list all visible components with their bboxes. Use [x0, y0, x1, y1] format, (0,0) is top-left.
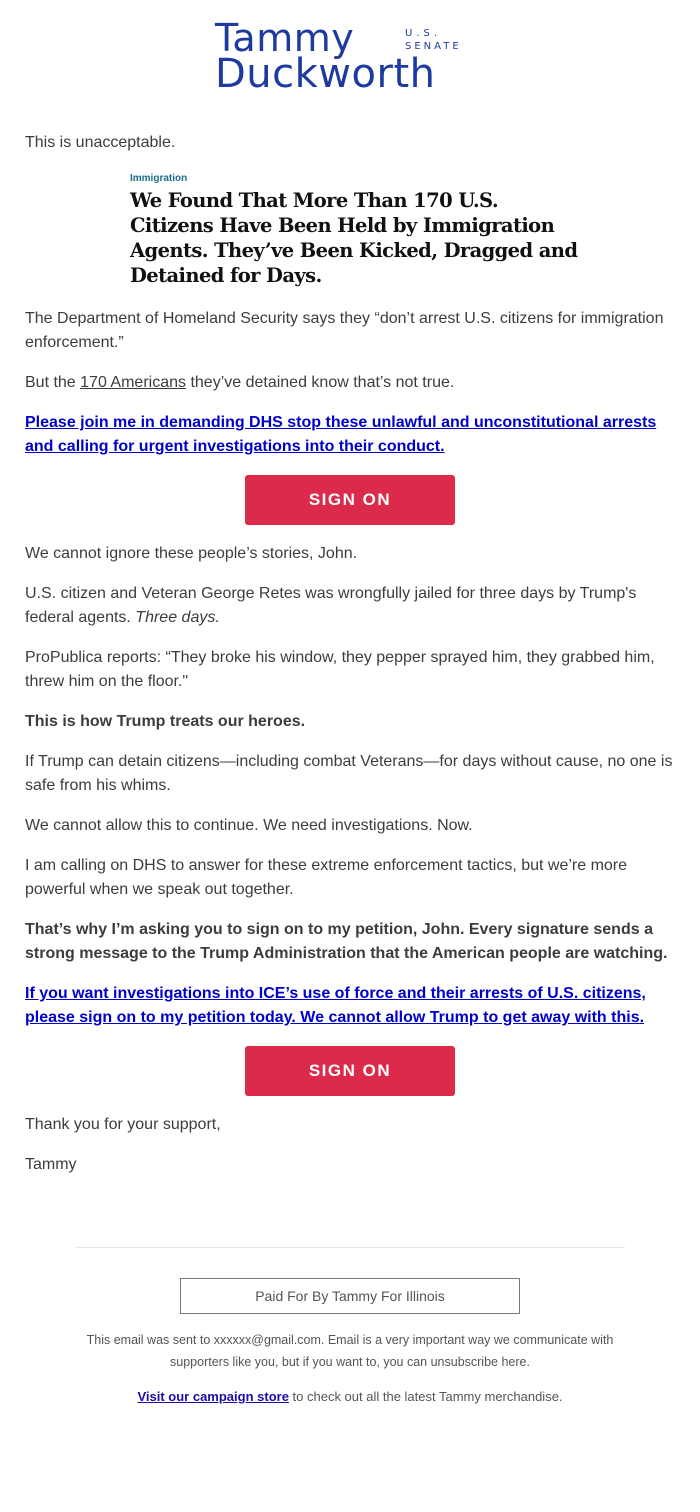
- cta-link-2[interactable]: If you want investigations into ICE’s use of force and their arrests of U.S. citizens, please sign on to my petition today. We cannot allow Trump to get away with this.: [25, 985, 646, 1026]
- cta-paragraph: [25, 982, 675, 1030]
- cta-paragraph: [25, 411, 675, 459]
- paragraph: That’s why I’m asking you to sign on to my petition, John. Every signature sends a strong message to the Trump Administration that the American people are watching.: [25, 921, 668, 962]
- paid-for-box: Paid For By Tammy For Illinois: [180, 1278, 520, 1314]
- paragraph: If Trump can detain citizens—including combat Veterans—for days without cause, no one is safe from his whims.: [25, 753, 673, 794]
- 170-americans-link[interactable]: 170 Americans: [80, 374, 186, 391]
- article-headline: We Found That More Than 170 U.S. Citizens Have Been Held by Immigration Agents. They’ve Been Kicked, Dragged and Detained for Days.: [130, 189, 578, 287]
- paragraph: We cannot ignore these people’s stories, John.: [25, 545, 358, 562]
- logo-us: U.S.: [405, 28, 442, 39]
- logo-senate: SENATE: [405, 41, 462, 52]
- text: U.S. citizen and Veteran George Retes was wrongfully jailed for three days by Trump's federal agents.: [25, 585, 637, 626]
- logo-tammy: Tammy: [215, 16, 355, 60]
- logo: [0, 0, 700, 96]
- intro-text: This is unacceptable.: [25, 134, 176, 151]
- signature: Tammy: [25, 1156, 77, 1173]
- paragraph: ProPublica reports: “They broke his window, they pepper sprayed him, they grabbed him, threw him on the floor.": [25, 649, 655, 690]
- cta-link-1[interactable]: Please join me in demanding DHS stop these unlawful and unconstitutional arrests and calling for urgent investigations into their conduct.: [25, 414, 657, 455]
- paragraph: [25, 371, 675, 395]
- paragraph: This is how Trump treats our heroes.: [25, 713, 306, 730]
- closing: Thank you for your support,: [25, 1116, 221, 1133]
- paragraph: The Department of Homeland Security says they “don’t arrest U.S. citizens for immigration enforcement.”: [25, 310, 664, 351]
- text: they’ve detained know that’s not true.: [186, 374, 455, 391]
- text: But the: [25, 374, 81, 391]
- paragraph: [25, 582, 675, 630]
- campaign-store-link[interactable]: Visit our campaign store: [137, 1389, 289, 1404]
- article-kicker: Immigration: [130, 173, 188, 184]
- footer: [75, 1247, 625, 1409]
- text: to check out all the latest Tammy merchandise.: [288, 1389, 563, 1404]
- sign-on-button[interactable]: SIGN ON: [245, 475, 455, 525]
- sign-on-button-2[interactable]: SIGN ON: [245, 1046, 455, 1096]
- emphasis: Three days.: [135, 609, 220, 626]
- logo-duckworth: Duckworth: [215, 51, 436, 97]
- footer-store: [75, 1385, 625, 1409]
- article-image[interactable]: [130, 173, 675, 288]
- paragraph: I am calling on DHS to answer for these extreme enforcement tactics, but we’re more powerful when we speak out together.: [25, 857, 628, 898]
- footer-notice: This email was sent to xxxxxx@gmail.com. Email is a very important way we communicate with supporters like you, but if you want to, you can unsubscribe here.: [86, 1333, 614, 1369]
- paragraph: We cannot allow this to continue. We need investigations. Now.: [25, 817, 473, 834]
- email-body: [0, 131, 700, 1177]
